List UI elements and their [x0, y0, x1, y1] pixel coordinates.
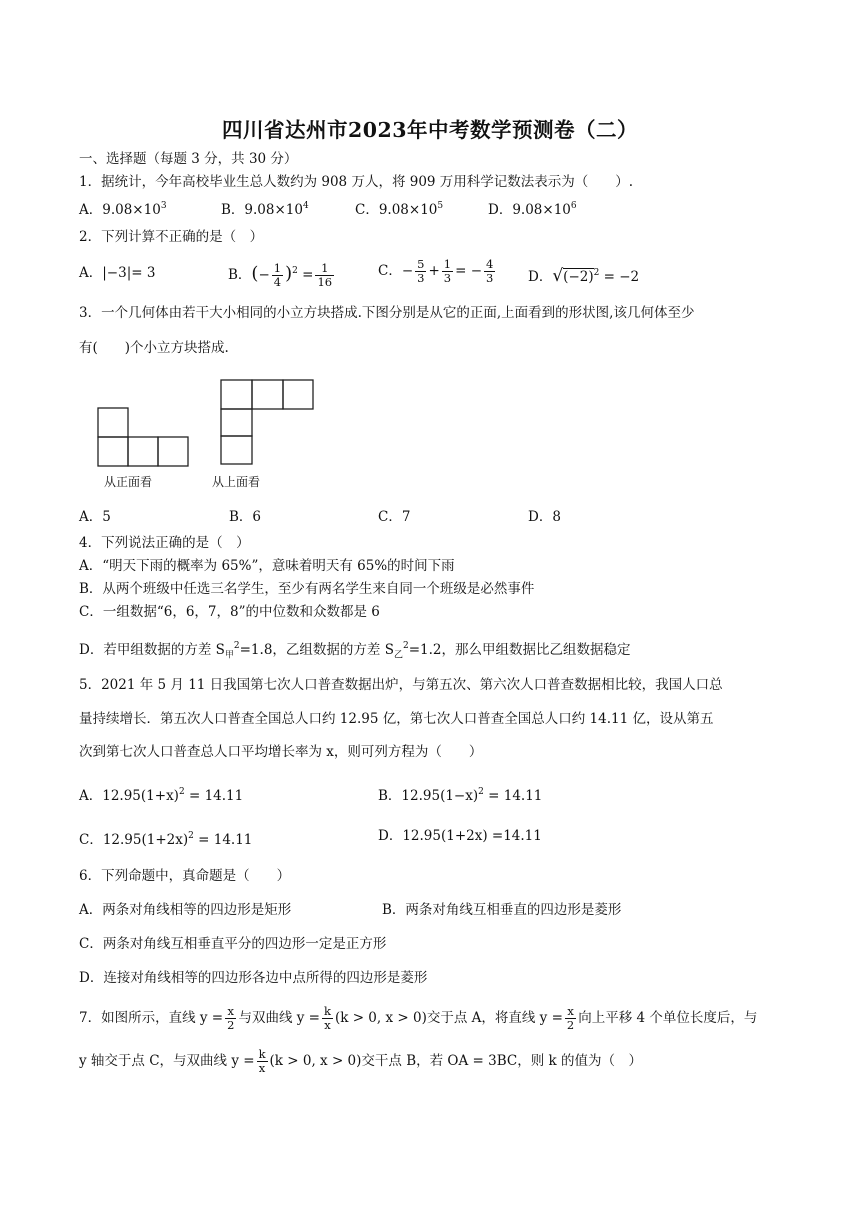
question-6-option-d: D．连接对角线相等的四边形各边中点所得的四边形是菱形 [79, 970, 428, 986]
question-4-option-a: A．“明天下雨的概率为 65%”，意味着明天有 65%的时间下雨 [79, 558, 455, 574]
question-2-option-d: D．$√(-2)^2 = -2$ [528, 266, 640, 286]
front-view [98, 408, 188, 466]
question-6-option-a: A．两条对角线相等的四边形是矩形 [79, 902, 292, 918]
question-6-option-b: B．两条对角线互相垂直的四边形是菱形 [382, 902, 622, 918]
section-heading: 一、选择题（每题 3 分，共 30 分） [79, 151, 298, 167]
question-4-option-d: D．若甲组数据的方差 $S_甲^2=1.8$，乙组数据的方差 $S_乙^2=1.2$，那么甲组数据比乙组数据稳定 [79, 641, 631, 661]
question-7-stem-line-2: y 轴交于点 C，与双曲线 y = $\frac{k}{x}$ (k > 0, x > 0)交干点 B，若 OA = 3BC，则 k 的值为（ ） [79, 1047, 642, 1075]
top-view [221, 380, 313, 464]
question-3-option-b: B．6 [229, 509, 262, 525]
question-5-stem-line-2: 量持续增长．第五次人口普查全国总人口约 12.95 亿，第七次人口普查全国总人口约 14.11 亿，设从第五 [79, 711, 714, 727]
question-2-option-a: A．|−3|= 3 [79, 265, 156, 281]
question-4-option-c: C．一组数据“6，6，7，8”的中位数和众数都是 6 [79, 604, 380, 620]
question-1-option-b: B．$9.08\times 10^4$ [221, 201, 309, 218]
question-4-stem: 4．下列说法正确的是（ ） [79, 535, 250, 551]
question-2-stem: 2．下列计算不正确的是（ ） [79, 229, 264, 245]
question-5-stem-line-3: 次到第七次人口普查总人口平均增长率为 x，则可列方程为（ ） [79, 744, 483, 760]
front-view-caption: 从正面看 [104, 475, 153, 489]
question-2-option-c: C．− $\frac{5}{3}$ + $\frac{1}{3}$ = − $\frac{4}{3}$ [378, 257, 494, 285]
question-3-stem-line-2: 有( )个小立方块搭成. [79, 340, 229, 356]
question-3-option-d: D．8 [528, 509, 561, 525]
question-1-option-d: D．$9.08\times 10^6$ [488, 201, 577, 218]
question-6-option-c: C．两条对角线互相垂直平分的四边形一定是正方形 [79, 936, 387, 952]
question-5-option-b: B．$12.95(1-x)^2 = 14.11$ [378, 787, 543, 804]
question-5-option-a: A．$12.95(1+x)^2 = 14.11$ [79, 787, 244, 804]
question-5-option-c: C．$12.95(1+2x)^2 = 14.11$ [79, 831, 253, 848]
question-2-option-b: B．(− $\frac{1}{4}$ )$^2$ = $\frac{1}{16}$ [228, 261, 333, 289]
question-1-stem: 1．据统计，今年高校毕业生总人数约为 908 万人，将 909 万用科学记数法表示为（ ）. [79, 174, 634, 190]
question-5-stem-line-1: 5．2021 年 5 月 11 日我国第七次人口普查数据出炉，与第五次、第六次人口普查数据相比较，我国人口总 [79, 677, 723, 693]
question-3-option-c: C．7 [378, 509, 411, 525]
top-view-caption: 从上面看 [212, 475, 261, 489]
question-5-option-d: D．12.95(1+2x) =14.11 [378, 828, 542, 844]
question-6-stem: 6．下列命题中，真命题是（ ） [79, 868, 291, 884]
question-4-option-b: B．从两个班级中任选三名学生，至少有两名学生来自同一个班级是必然事件 [79, 581, 535, 597]
cube-views-figure [92, 374, 322, 470]
page-title: 四川省达州市2023年中考数学预测卷（二） [221, 118, 639, 142]
question-1-option-c: C．$9.08\times 10^5$ [355, 201, 444, 218]
question-7-stem-line-1: 7．如图所示，直线 y = $\frac{x}{2}$ 与双曲线 y = $\frac{k}{x}$ (k > 0, x > 0)交于点 A，将直线 y = $\frac{x}{2}$ 向上平移 4 个单位长度后，与 [79, 1004, 758, 1032]
question-3-option-a: A．5 [79, 509, 111, 525]
question-3-stem-line-1: 3．一个几何体由若干大小相同的小立方块搭成.下图分别是从它的正面,上面看到的形状图,该几何体至少 [79, 305, 695, 321]
question-1-option-a: A．$9.08\times 10^3$ [79, 201, 167, 218]
